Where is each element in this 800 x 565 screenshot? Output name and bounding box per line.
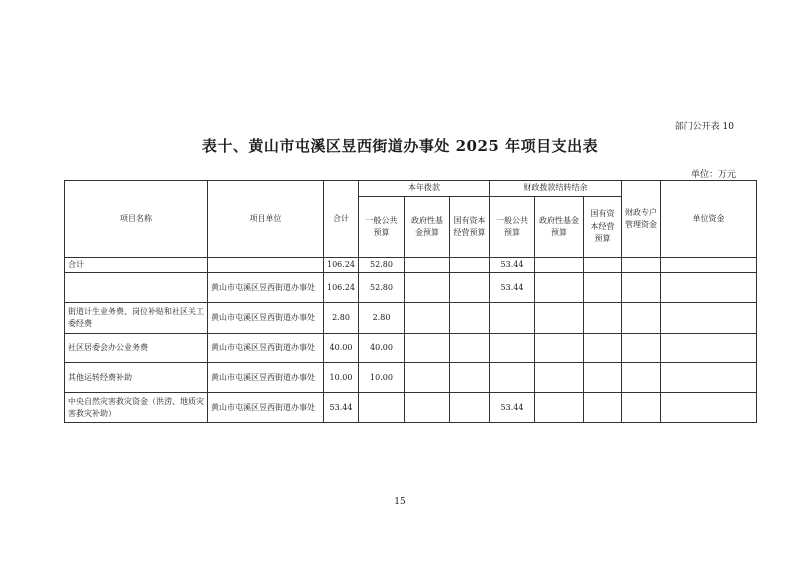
cell-co-fund [535,393,584,423]
header-co-general-budget: 一般公共预算 [490,197,535,258]
table-row [65,334,757,363]
table-row [65,303,757,334]
cell-general: 2.80 [359,303,405,334]
cell-unit: 黄山市屯溪区昱西街道办事处 [208,303,324,334]
cell-soe [450,363,490,393]
cell-co-general [490,334,535,363]
header-project-name: 项目名称 [65,181,208,258]
header-co-state-capital: 国有资本经营预算 [584,197,622,258]
cell-name [65,273,208,303]
cell-co-general [490,303,535,334]
cell-unit: 黄山市屯溪区昱西街道办事处 [208,393,324,423]
cell-unit: 黄山市屯溪区昱西街道办事处 [208,363,324,393]
cell-soe [450,273,490,303]
cell-fund [405,273,450,303]
cell-general [359,393,405,423]
table-row [65,363,757,393]
cell-soe [450,258,490,273]
cell-name: 合计 [65,258,208,273]
cell-name: 社区居委会办公业务费 [65,334,208,363]
header-co-gov-fund: 政府性基金预算 [535,197,584,258]
cell-co-fund [535,363,584,393]
cell-co-fund [535,258,584,273]
page-title: 表十、黄山市屯溪区昱西街道办事处 2025 年项目支出表 [201,137,599,155]
cell-total: 106.24 [324,273,359,303]
cell-co-soe [584,393,622,423]
cell-special [622,363,661,393]
cell-own [661,393,757,423]
unit-label: 单位：万元 [690,170,736,180]
header-state-capital: 国有资本经营预算 [450,197,490,258]
header-project-unit: 项目单位 [208,181,324,258]
cell-fund [405,363,450,393]
cell-general: 10.00 [359,363,405,393]
cell-own [661,363,757,393]
header-special-account: 财政专户管理资金 [622,181,661,258]
sheet-code: 部门公开表 10 [674,122,734,132]
page-number: 15 [394,497,406,507]
cell-own [661,258,757,273]
cell-name: 街道计生业务费、岗位补贴和社区关工委经费 [65,303,208,334]
cell-fund [405,334,450,363]
table-row [65,393,757,423]
cell-co-soe [584,258,622,273]
cell-name: 其他运转经费补助 [65,363,208,393]
cell-co-soe [584,273,622,303]
cell-total: 106.24 [324,258,359,273]
cell-total: 53.44 [324,393,359,423]
cell-special [622,303,661,334]
cell-soe [450,334,490,363]
cell-co-soe [584,334,622,363]
cell-own [661,303,757,334]
table-row [65,273,757,303]
cell-unit: 黄山市屯溪区昱西街道办事处 [208,273,324,303]
cell-co-general [490,363,535,393]
header-unit-funds: 单位资金 [661,181,757,258]
cell-own [661,273,757,303]
cell-general: 52.80 [359,258,405,273]
cell-co-fund [535,273,584,303]
cell-total: 40.00 [324,334,359,363]
project-expenditure-table [64,180,757,423]
cell-co-general: 53.44 [490,258,535,273]
cell-co-fund [535,303,584,334]
cell-total: 10.00 [324,363,359,393]
cell-special [622,258,661,273]
header-current-year: 本年拨款 [359,181,490,197]
cell-soe [450,393,490,423]
cell-co-general: 53.44 [490,273,535,303]
cell-fund [405,303,450,334]
cell-co-fund [535,334,584,363]
cell-own [661,334,757,363]
cell-fund [405,258,450,273]
header-general-budget: 一般公共预算 [359,197,405,258]
cell-general: 52.80 [359,273,405,303]
cell-co-soe [584,363,622,393]
table-row [65,258,757,273]
cell-fund [405,393,450,423]
header-gov-fund: 政府性基金预算 [405,197,450,258]
cell-special [622,393,661,423]
header-carryover: 财政拨款结转结余 [490,181,622,197]
cell-co-general: 53.44 [490,393,535,423]
cell-special [622,273,661,303]
cell-name: 中央自然灾害救灾资金（洪涝、地质灾害救灾补助） [65,393,208,423]
cell-unit [208,258,324,273]
cell-soe [450,303,490,334]
cell-general: 40.00 [359,334,405,363]
cell-special [622,334,661,363]
cell-unit: 黄山市屯溪区昱西街道办事处 [208,334,324,363]
cell-co-soe [584,303,622,334]
cell-total: 2.80 [324,303,359,334]
header-total: 合计 [324,181,359,258]
